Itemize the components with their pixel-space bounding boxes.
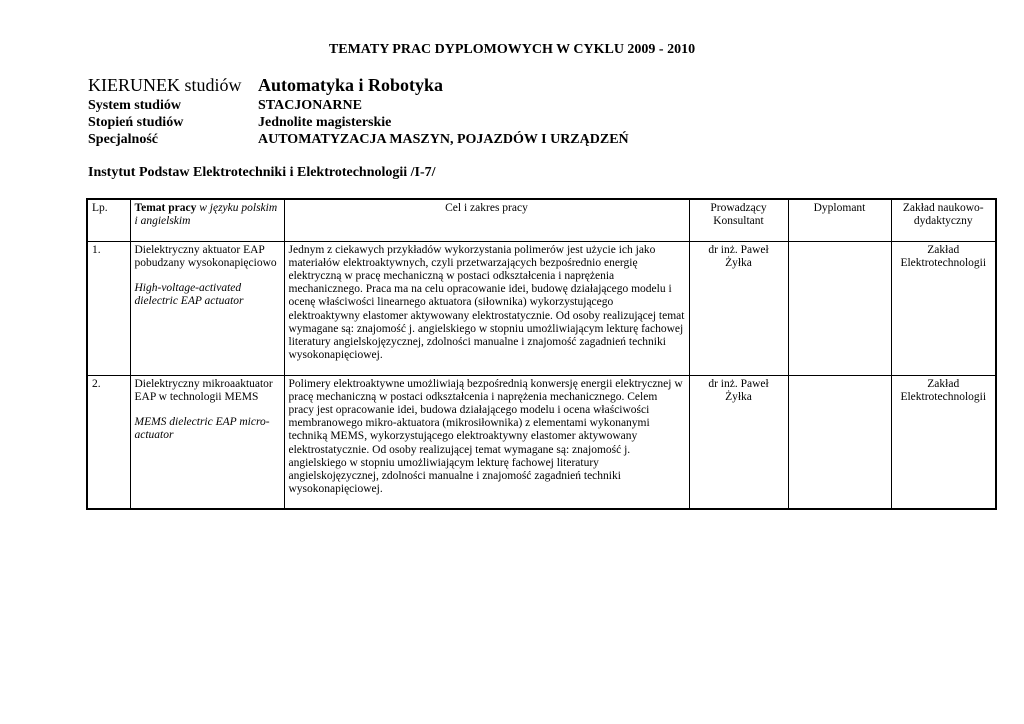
- system-row: [88, 97, 629, 114]
- degree-row: [88, 114, 629, 131]
- row-topic-en: MEMS dielectric EAP micro-actuator: [134, 415, 270, 442]
- header-topic-bold: Temat pracy: [134, 202, 197, 214]
- degree-label: Stopień studiów: [88, 115, 184, 130]
- direction-label: KIERUNEK studiów: [88, 75, 242, 95]
- row-topic: [130, 241, 284, 375]
- table-row: [87, 241, 996, 375]
- row-student: [788, 375, 891, 509]
- row-topic-pl: Dielektryczny mikroaaktuator EAP w technologii MEMS: [134, 377, 273, 403]
- row-topic-en: High-voltage-activated dielectric EAP actuator: [134, 281, 244, 308]
- specialty-label: Specjalność: [88, 132, 158, 147]
- direction-row: [88, 74, 629, 96]
- row-lp: 2.: [87, 375, 130, 509]
- row-supervisor: dr inż. Paweł Żyłka: [689, 375, 788, 509]
- table-header-row: [87, 199, 996, 241]
- row-topic: [130, 375, 284, 509]
- header-topic: [130, 199, 284, 241]
- table-row: [87, 375, 996, 509]
- row-goal: Polimery elektroaktywne umożliwiają bezpośrednią konwersję energii elektrycznej w pracę mechaniczną w postaci odkształcenia i naprężenia mechanicznego. Celem pracy jest opracowanie idei, budowa działającego modelu i ocena właściwości membranowego mikro-aktuatora (mikrosiłownika) z elementami wykonanymi techniką MEMS, wykorzystującego elektroaktywny elastomer aktywowany elektrostatycznie. Od osoby realizującej temat wymagane są: znajomość j. angielskiego w stopniu umożliwiającym lekturę fachowej literatury angielskojęzycznej, zdolności manualne i znajomość zagadnień techniki wysokonapięciowej.: [284, 375, 689, 509]
- row-supervisor: dr inż. Paweł Żyłka: [689, 241, 788, 375]
- header-student: Dyplomant: [788, 199, 891, 241]
- study-metadata: [88, 74, 629, 148]
- row-student: [788, 241, 891, 375]
- direction-value: Automatyka i Robotyka: [258, 75, 444, 95]
- header-topic-italic: w języku polskim i angielskim: [134, 202, 278, 228]
- system-value: STACJONARNE: [258, 98, 362, 113]
- row-lp: 1.: [87, 241, 130, 375]
- row-department: Zakład Elektrotechnologii: [891, 241, 996, 375]
- header-department: Zakład naukowo-dydaktyczny: [891, 199, 996, 241]
- specialty-value: AUTOMATYZACJA MASZYN, POJAZDÓW I URZĄDZEŃ: [258, 132, 629, 147]
- system-label: System studiów: [88, 98, 181, 113]
- document-title: TEMATY PRAC DYPLOMOWYCH W CYKLU 2009 - 2010: [328, 42, 696, 57]
- header-lp: Lp.: [87, 199, 130, 241]
- topics-table: [86, 198, 997, 510]
- row-department: Zakład Elektrotechnologii: [891, 375, 996, 509]
- row-topic-pl: Dielektryczny aktuator EAP pobudzany wysokonapięciowo: [134, 243, 277, 269]
- institute-name: Instytut Podstaw Elektrotechniki i Elektrotechnologii /I-7/: [88, 165, 436, 180]
- specialty-row: [88, 131, 629, 148]
- degree-value: Jednolite magisterskie: [258, 115, 392, 130]
- row-goal: Jednym z ciekawych przykładów wykorzystania polimerów jest użycie ich jako materiałów elektroaktywnych, czyli przetwarzających bezpośrednio energię elektryczną w pracę mechaniczną w postaci odkształcenia i naprężenia mechanicznego. Praca ma na celu opracowanie idei, budowę działającego modelu i ocenę właściwości linearnego aktuatora (siłownika) wykorzystującego elektroaktywny elastomer aktywowany elektrostatycznie. Od osoby realizującej temat wymagane są: znajomość j. angielskiego w stopniu umożliwiającym lekturę fachowej literatury angielskojęzycznej, zdolności manualne i znajomość zagadnień techniki wysokonapięciowej.: [284, 241, 689, 375]
- header-goal: Cel i zakres pracy: [284, 199, 689, 241]
- header-supervisor: Prowadzący Konsultant: [689, 199, 788, 241]
